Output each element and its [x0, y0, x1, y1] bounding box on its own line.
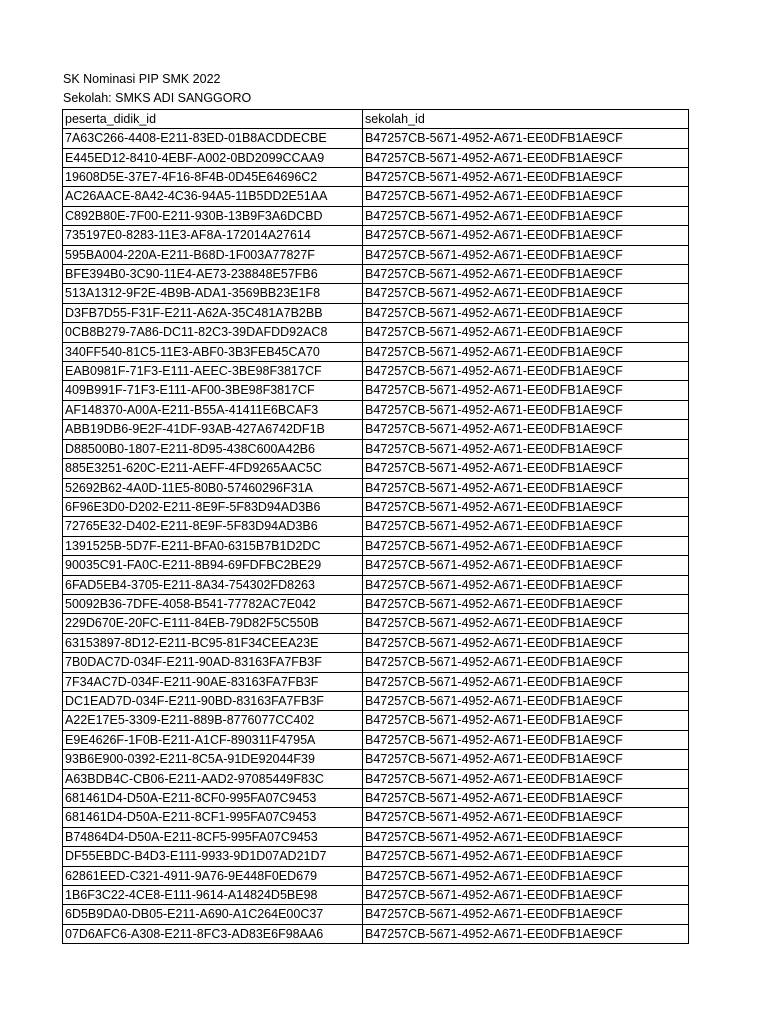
table-row	[63, 400, 689, 419]
peserta-didik-id-cell: 72765E32-D402-E211-8E9F-5F83D94AD3B6	[63, 517, 363, 536]
peserta-didik-id-cell: E445ED12-8410-4EBF-A002-0BD2099CCAA9	[63, 148, 363, 167]
table-row	[63, 439, 689, 458]
sekolah-id-cell: B47257CB-5671-4952-A671-EE0DFB1AE9CF	[363, 769, 689, 788]
sekolah-id-cell: B47257CB-5671-4952-A671-EE0DFB1AE9CF	[363, 284, 689, 303]
column-header-sekolah-id: sekolah_id	[363, 109, 689, 128]
sekolah-id-cell: B47257CB-5671-4952-A671-EE0DFB1AE9CF	[363, 400, 689, 419]
peserta-didik-id-cell: 90035C91-FA0C-E211-8B94-69FDFBC2BE29	[63, 556, 363, 575]
table-row	[63, 303, 689, 322]
peserta-didik-id-cell: 7B0DAC7D-034F-E211-90AD-83163FA7FB3F	[63, 653, 363, 672]
table-row	[63, 594, 689, 613]
peserta-didik-id-cell: 409B991F-71F3-E111-AF00-3BE98F3817CF	[63, 381, 363, 400]
school-line: Sekolah: SMKS ADI SANGGORO	[63, 91, 252, 106]
document-title: SK Nominasi PIP SMK 2022	[63, 72, 221, 86]
student-table	[62, 109, 689, 944]
sekolah-id-cell: B47257CB-5671-4952-A671-EE0DFB1AE9CF	[363, 342, 689, 361]
sekolah-id-cell: B47257CB-5671-4952-A671-EE0DFB1AE9CF	[363, 575, 689, 594]
sekolah-id-cell: B47257CB-5671-4952-A671-EE0DFB1AE9CF	[363, 245, 689, 264]
sekolah-id-cell: B47257CB-5671-4952-A671-EE0DFB1AE9CF	[363, 924, 689, 943]
table-row	[63, 711, 689, 730]
peserta-didik-id-cell: 50092B36-7DFE-4058-B541-77782AC7E042	[63, 594, 363, 613]
peserta-didik-id-cell: 63153897-8D12-E211-BC95-81F34CEEA23E	[63, 633, 363, 652]
table-row	[63, 672, 689, 691]
peserta-didik-id-cell: 6D5B9DA0-DB05-E211-A690-A1C264E00C37	[63, 905, 363, 924]
table-row	[63, 847, 689, 866]
peserta-didik-id-cell: A63BDB4C-CB06-E211-AAD2-97085449F83C	[63, 769, 363, 788]
peserta-didik-id-cell: DF55EBDC-B4D3-E111-9933-9D1D07AD21D7	[63, 847, 363, 866]
peserta-didik-id-cell: 340FF540-81C5-11E3-ABF0-3B3FEB45CA70	[63, 342, 363, 361]
table-row	[63, 478, 689, 497]
table-row	[63, 129, 689, 148]
table-row	[63, 750, 689, 769]
sekolah-id-cell: B47257CB-5671-4952-A671-EE0DFB1AE9CF	[363, 497, 689, 516]
table-row	[63, 769, 689, 788]
table-row	[63, 691, 689, 710]
peserta-didik-id-cell: AF148370-A00A-E211-B55A-41411E6BCAF3	[63, 400, 363, 419]
peserta-didik-id-cell: AC26AACE-8A42-4C36-94A5-11B5DD2E51AA	[63, 187, 363, 206]
table-row	[63, 633, 689, 652]
peserta-didik-id-cell: ABB19DB6-9E2F-41DF-93AB-427A6742DF1B	[63, 420, 363, 439]
sekolah-id-cell: B47257CB-5671-4952-A671-EE0DFB1AE9CF	[363, 886, 689, 905]
table-row	[63, 575, 689, 594]
peserta-didik-id-cell: 6FAD5EB4-3705-E211-8A34-754302FD8263	[63, 575, 363, 594]
peserta-didik-id-cell: 52692B62-4A0D-11E5-80B0-57460296F31A	[63, 478, 363, 497]
table-row	[63, 148, 689, 167]
peserta-didik-id-cell: 1391525B-5D7F-E211-BFA0-6315B7B1D2DC	[63, 536, 363, 555]
peserta-didik-id-cell: A22E17E5-3309-E211-889B-8776077CC402	[63, 711, 363, 730]
table-row	[63, 265, 689, 284]
peserta-didik-id-cell: 07D6AFC6-A308-E211-8FC3-AD83E6F98AA6	[63, 924, 363, 943]
sekolah-id-cell: B47257CB-5671-4952-A671-EE0DFB1AE9CF	[363, 362, 689, 381]
sekolah-id-cell: B47257CB-5671-4952-A671-EE0DFB1AE9CF	[363, 711, 689, 730]
table-row	[63, 653, 689, 672]
sekolah-id-cell: B47257CB-5671-4952-A671-EE0DFB1AE9CF	[363, 206, 689, 225]
peserta-didik-id-cell: D3FB7D55-F31F-E211-A62A-35C481A7B2BB	[63, 303, 363, 322]
sekolah-id-cell: B47257CB-5671-4952-A671-EE0DFB1AE9CF	[363, 730, 689, 749]
table-row	[63, 924, 689, 943]
peserta-didik-id-cell: DC1EAD7D-034F-E211-90BD-83163FA7FB3F	[63, 691, 363, 710]
sekolah-id-cell: B47257CB-5671-4952-A671-EE0DFB1AE9CF	[363, 827, 689, 846]
sekolah-id-cell: B47257CB-5671-4952-A671-EE0DFB1AE9CF	[363, 808, 689, 827]
sekolah-id-cell: B47257CB-5671-4952-A671-EE0DFB1AE9CF	[363, 847, 689, 866]
table-row	[63, 226, 689, 245]
table-row	[63, 517, 689, 536]
table-row	[63, 789, 689, 808]
peserta-didik-id-cell: 681461D4-D50A-E211-8CF0-995FA07C9453	[63, 789, 363, 808]
table-row	[63, 206, 689, 225]
peserta-didik-id-cell: 1B6F3C22-4CE8-E111-9614-A14824D5BE98	[63, 886, 363, 905]
peserta-didik-id-cell: 681461D4-D50A-E211-8CF1-995FA07C9453	[63, 808, 363, 827]
peserta-didik-id-cell: E9E4626F-1F0B-E211-A1CF-890311F4795A	[63, 730, 363, 749]
sekolah-id-cell: B47257CB-5671-4952-A671-EE0DFB1AE9CF	[363, 148, 689, 167]
table-row	[63, 284, 689, 303]
peserta-didik-id-cell: 0CB8B279-7A86-DC11-82C3-39DAFDD92AC8	[63, 323, 363, 342]
sekolah-id-cell: B47257CB-5671-4952-A671-EE0DFB1AE9CF	[363, 459, 689, 478]
peserta-didik-id-cell: 62861EED-C321-4911-9A76-9E448F0ED679	[63, 866, 363, 885]
sekolah-id-cell: B47257CB-5671-4952-A671-EE0DFB1AE9CF	[363, 517, 689, 536]
peserta-didik-id-cell: 7F34AC7D-034F-E211-90AE-83163FA7FB3F	[63, 672, 363, 691]
sekolah-id-cell: B47257CB-5671-4952-A671-EE0DFB1AE9CF	[363, 789, 689, 808]
peserta-didik-id-cell: D88500B0-1807-E211-8D95-438C600A42B6	[63, 439, 363, 458]
sekolah-id-cell: B47257CB-5671-4952-A671-EE0DFB1AE9CF	[363, 691, 689, 710]
table-row	[63, 168, 689, 187]
sekolah-id-cell: B47257CB-5671-4952-A671-EE0DFB1AE9CF	[363, 381, 689, 400]
table-row	[63, 536, 689, 555]
peserta-didik-id-cell: 595BA004-220A-E211-B68D-1F003A77827F	[63, 245, 363, 264]
table-row	[63, 323, 689, 342]
peserta-didik-id-cell: 93B6E900-0392-E211-8C5A-91DE92044F39	[63, 750, 363, 769]
sekolah-id-cell: B47257CB-5671-4952-A671-EE0DFB1AE9CF	[363, 265, 689, 284]
sekolah-id-cell: B47257CB-5671-4952-A671-EE0DFB1AE9CF	[363, 439, 689, 458]
peserta-didik-id-cell: 6F96E3D0-D202-E211-8E9F-5F83D94AD3B6	[63, 497, 363, 516]
peserta-didik-id-cell: 735197E0-8283-11E3-AF8A-172014A27614	[63, 226, 363, 245]
sekolah-id-cell: B47257CB-5671-4952-A671-EE0DFB1AE9CF	[363, 866, 689, 885]
peserta-didik-id-cell: C892B80E-7F00-E211-930B-13B9F3A6DCBD	[63, 206, 363, 225]
peserta-didik-id-cell: 885E3251-620C-E211-AEFF-4FD9265AAC5C	[63, 459, 363, 478]
table-row	[63, 556, 689, 575]
sekolah-id-cell: B47257CB-5671-4952-A671-EE0DFB1AE9CF	[363, 323, 689, 342]
table-row	[63, 827, 689, 846]
peserta-didik-id-cell: 229D670E-20FC-E111-84EB-79D82F5C550B	[63, 614, 363, 633]
table-row	[63, 245, 689, 264]
peserta-didik-id-cell: 513A1312-9F2E-4B9B-ADA1-3569BB23E1F8	[63, 284, 363, 303]
sekolah-id-cell: B47257CB-5671-4952-A671-EE0DFB1AE9CF	[363, 905, 689, 924]
table-row	[63, 905, 689, 924]
sekolah-id-cell: B47257CB-5671-4952-A671-EE0DFB1AE9CF	[363, 750, 689, 769]
table-row	[63, 614, 689, 633]
sekolah-id-cell: B47257CB-5671-4952-A671-EE0DFB1AE9CF	[363, 672, 689, 691]
table-row	[63, 497, 689, 516]
table-row	[63, 362, 689, 381]
table-header-row	[63, 109, 689, 128]
sekolah-id-cell: B47257CB-5671-4952-A671-EE0DFB1AE9CF	[363, 168, 689, 187]
sekolah-id-cell: B47257CB-5671-4952-A671-EE0DFB1AE9CF	[363, 226, 689, 245]
table-row	[63, 342, 689, 361]
peserta-didik-id-cell: 19608D5E-37E7-4F16-8F4B-0D45E64696C2	[63, 168, 363, 187]
peserta-didik-id-cell: EAB0981F-71F3-E111-AEEC-3BE98F3817CF	[63, 362, 363, 381]
sekolah-id-cell: B47257CB-5671-4952-A671-EE0DFB1AE9CF	[363, 478, 689, 497]
sekolah-id-cell: B47257CB-5671-4952-A671-EE0DFB1AE9CF	[363, 187, 689, 206]
sekolah-id-cell: B47257CB-5671-4952-A671-EE0DFB1AE9CF	[363, 653, 689, 672]
sekolah-id-cell: B47257CB-5671-4952-A671-EE0DFB1AE9CF	[363, 556, 689, 575]
table-row	[63, 187, 689, 206]
table-row	[63, 381, 689, 400]
sekolah-id-cell: B47257CB-5671-4952-A671-EE0DFB1AE9CF	[363, 536, 689, 555]
table-row	[63, 866, 689, 885]
peserta-didik-id-cell: B74864D4-D50A-E211-8CF5-995FA07C9453	[63, 827, 363, 846]
spreadsheet-sheet	[62, 70, 688, 944]
sekolah-id-cell: B47257CB-5671-4952-A671-EE0DFB1AE9CF	[363, 303, 689, 322]
table-row	[63, 420, 689, 439]
sekolah-id-cell: B47257CB-5671-4952-A671-EE0DFB1AE9CF	[363, 633, 689, 652]
table-row	[63, 886, 689, 905]
sekolah-id-cell: B47257CB-5671-4952-A671-EE0DFB1AE9CF	[363, 420, 689, 439]
sekolah-id-cell: B47257CB-5671-4952-A671-EE0DFB1AE9CF	[363, 594, 689, 613]
peserta-didik-id-cell: BFE394B0-3C90-11E4-AE73-238848E57FB6	[63, 265, 363, 284]
table-row	[63, 459, 689, 478]
table-row	[63, 808, 689, 827]
column-header-peserta-didik-id: peserta_didik_id	[63, 109, 363, 128]
sekolah-id-cell: B47257CB-5671-4952-A671-EE0DFB1AE9CF	[363, 129, 689, 148]
sekolah-id-cell: B47257CB-5671-4952-A671-EE0DFB1AE9CF	[363, 614, 689, 633]
table-row	[63, 730, 689, 749]
student-table-body	[63, 109, 689, 943]
peserta-didik-id-cell: 7A63C266-4408-E211-83ED-01B8ACDDECBE	[63, 129, 363, 148]
